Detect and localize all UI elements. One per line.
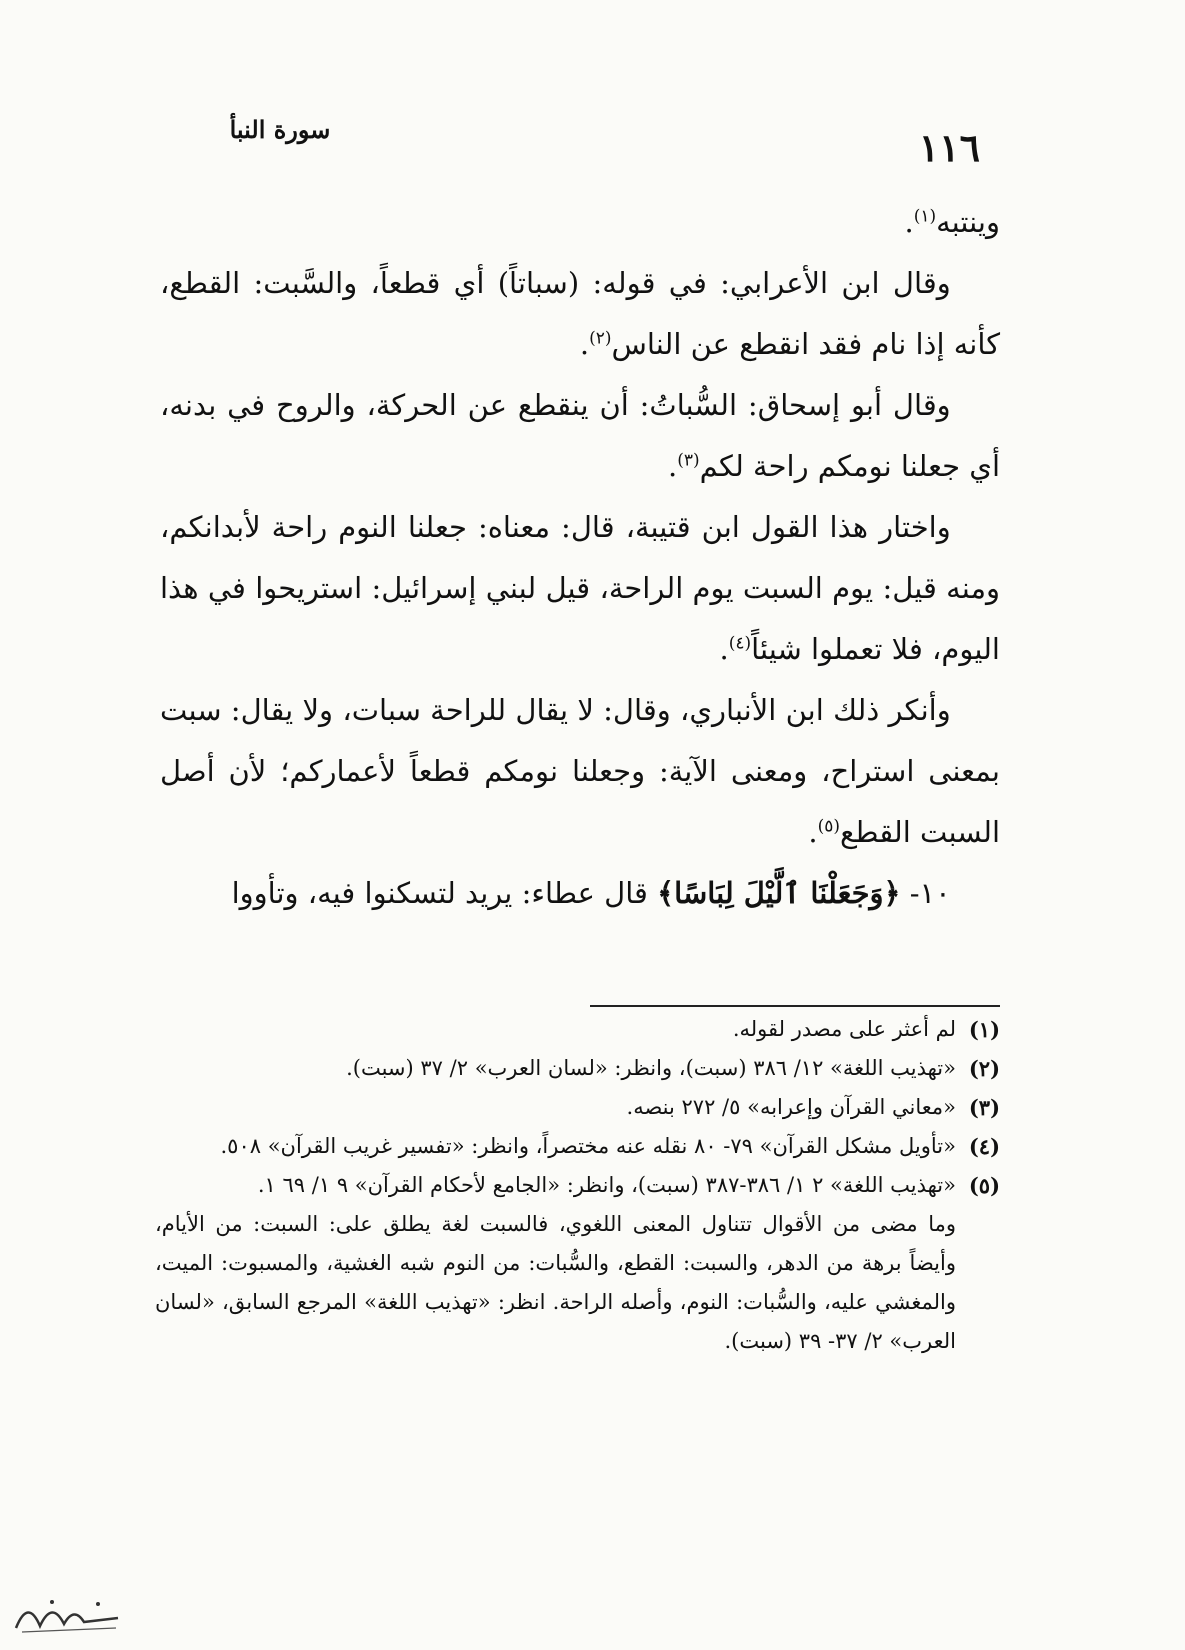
footnote-ref-2[interactable]: (٢)	[589, 328, 612, 349]
paragraph-5: وأنكر ذلك ابن الأنباري، وقال: لا يقال للراحة سبات، ولا يقال: سبت بمعنى استراح، ومعنى الآية: وجعلنا نومكم قطعاً لأعماركم؛ لأن أصل السبت القطع$^{(٥)}$.	[160, 693, 1000, 849]
footnote-ref-5[interactable]: (٥)	[817, 816, 840, 837]
footnote-1: (١) لم أعثر على مصدر لقوله.	[732, 1017, 1000, 1042]
footnote-divider	[590, 1005, 1000, 1007]
footnote-5-continuation: وما مضى من الأقوال تتناول المعنى اللغوي، فالسبت لغة يطلق على: السبت: من الأيام، وأيضاً برهة من الدهر، والسبت: القطع، والسُّبات: من النوم شبه الغشية، والمسبوت: الميت، والمغشي عليه، والسُّبات: النوم، وأصله الراحة. انظر: «تهذيب اللغة» المرجع السابق، «لسان العرب» ٢/ ٣٧- ٣٩ (سبت).	[155, 1212, 956, 1353]
main-text	[160, 192, 1000, 924]
paragraph-4: واختار هذا القول ابن قتيبة، قال: معناه: جعلنا النوم راحة لأبدانكم، ومنه قيل: يوم السبت يوم الراحة، قيل لبني إسرائيل: استريحوا في هذا اليوم، فلا تعملوا شيئاً$^{(٤)}$.	[160, 510, 1000, 666]
footnote-ref-1[interactable]: (١)	[913, 206, 937, 227]
surah-title: سورة النبأ	[229, 115, 331, 144]
footnote-2: (٢) «تهذيب اللغة» ١٢/ ٣٨٦ (سبت)، وانظر: «لسان العرب» ٢/ ٣٧ (سبت).	[346, 1056, 1000, 1081]
verse-number: ١٠-	[909, 876, 951, 910]
footnote-5: (٥) «تهذيب اللغة» ٢ ١/ ٣٨٦-٣٨٧ (سبت)، وانظر: «الجامع لأحكام القرآن» ٩ ١/ ٦٩ ١.	[257, 1173, 1000, 1198]
paragraph-1: وينتبه$^{(١)}$.	[904, 205, 1000, 239]
footnote-ref-3[interactable]: (٣)	[677, 450, 700, 471]
page-number: ١١٦	[918, 125, 980, 170]
paragraph-2: وقال ابن الأعرابي: في قوله: (سباتاً) أي قطعاً، والسَّبت: القطع، كأنه إذا نام فقد انقطع عن الناس$^{(٢)}$.	[160, 266, 1000, 361]
paragraph-3: وقال أبو إسحاق: السُّباتُ: أن ينقطع عن الحركة، والروح في بدنه، أي جعلنا نومكم راحة لكم$^{(٣)}$.	[160, 388, 1000, 483]
footnote-4: (٤) «تأويل مشكل القرآن» ٧٩- ٨٠ نقله عنه مختصراً، وانظر: «تفسير غريب القرآن» ٥٠٨.	[220, 1134, 1000, 1159]
paragraph-6: ١٠- ﴿وَجَعَلْنَا ٱلَّيْلَ لِبَاسًا﴾ قال عطاء: يريد لتسكنوا فيه، وتأووا	[231, 876, 951, 910]
footnote-ref-4[interactable]: (٤)	[728, 633, 752, 654]
quran-quote: ﴿وَجَعَلْنَا ٱلَّيْلَ لِبَاسًا﴾	[657, 876, 901, 910]
footnote-3: (٣) «معاني القرآن وإعرابه» ٥/ ٢٧٢ بنصه.	[626, 1095, 1000, 1120]
publisher-logo-icon	[8, 1588, 128, 1638]
footnotes	[155, 1010, 1000, 1361]
